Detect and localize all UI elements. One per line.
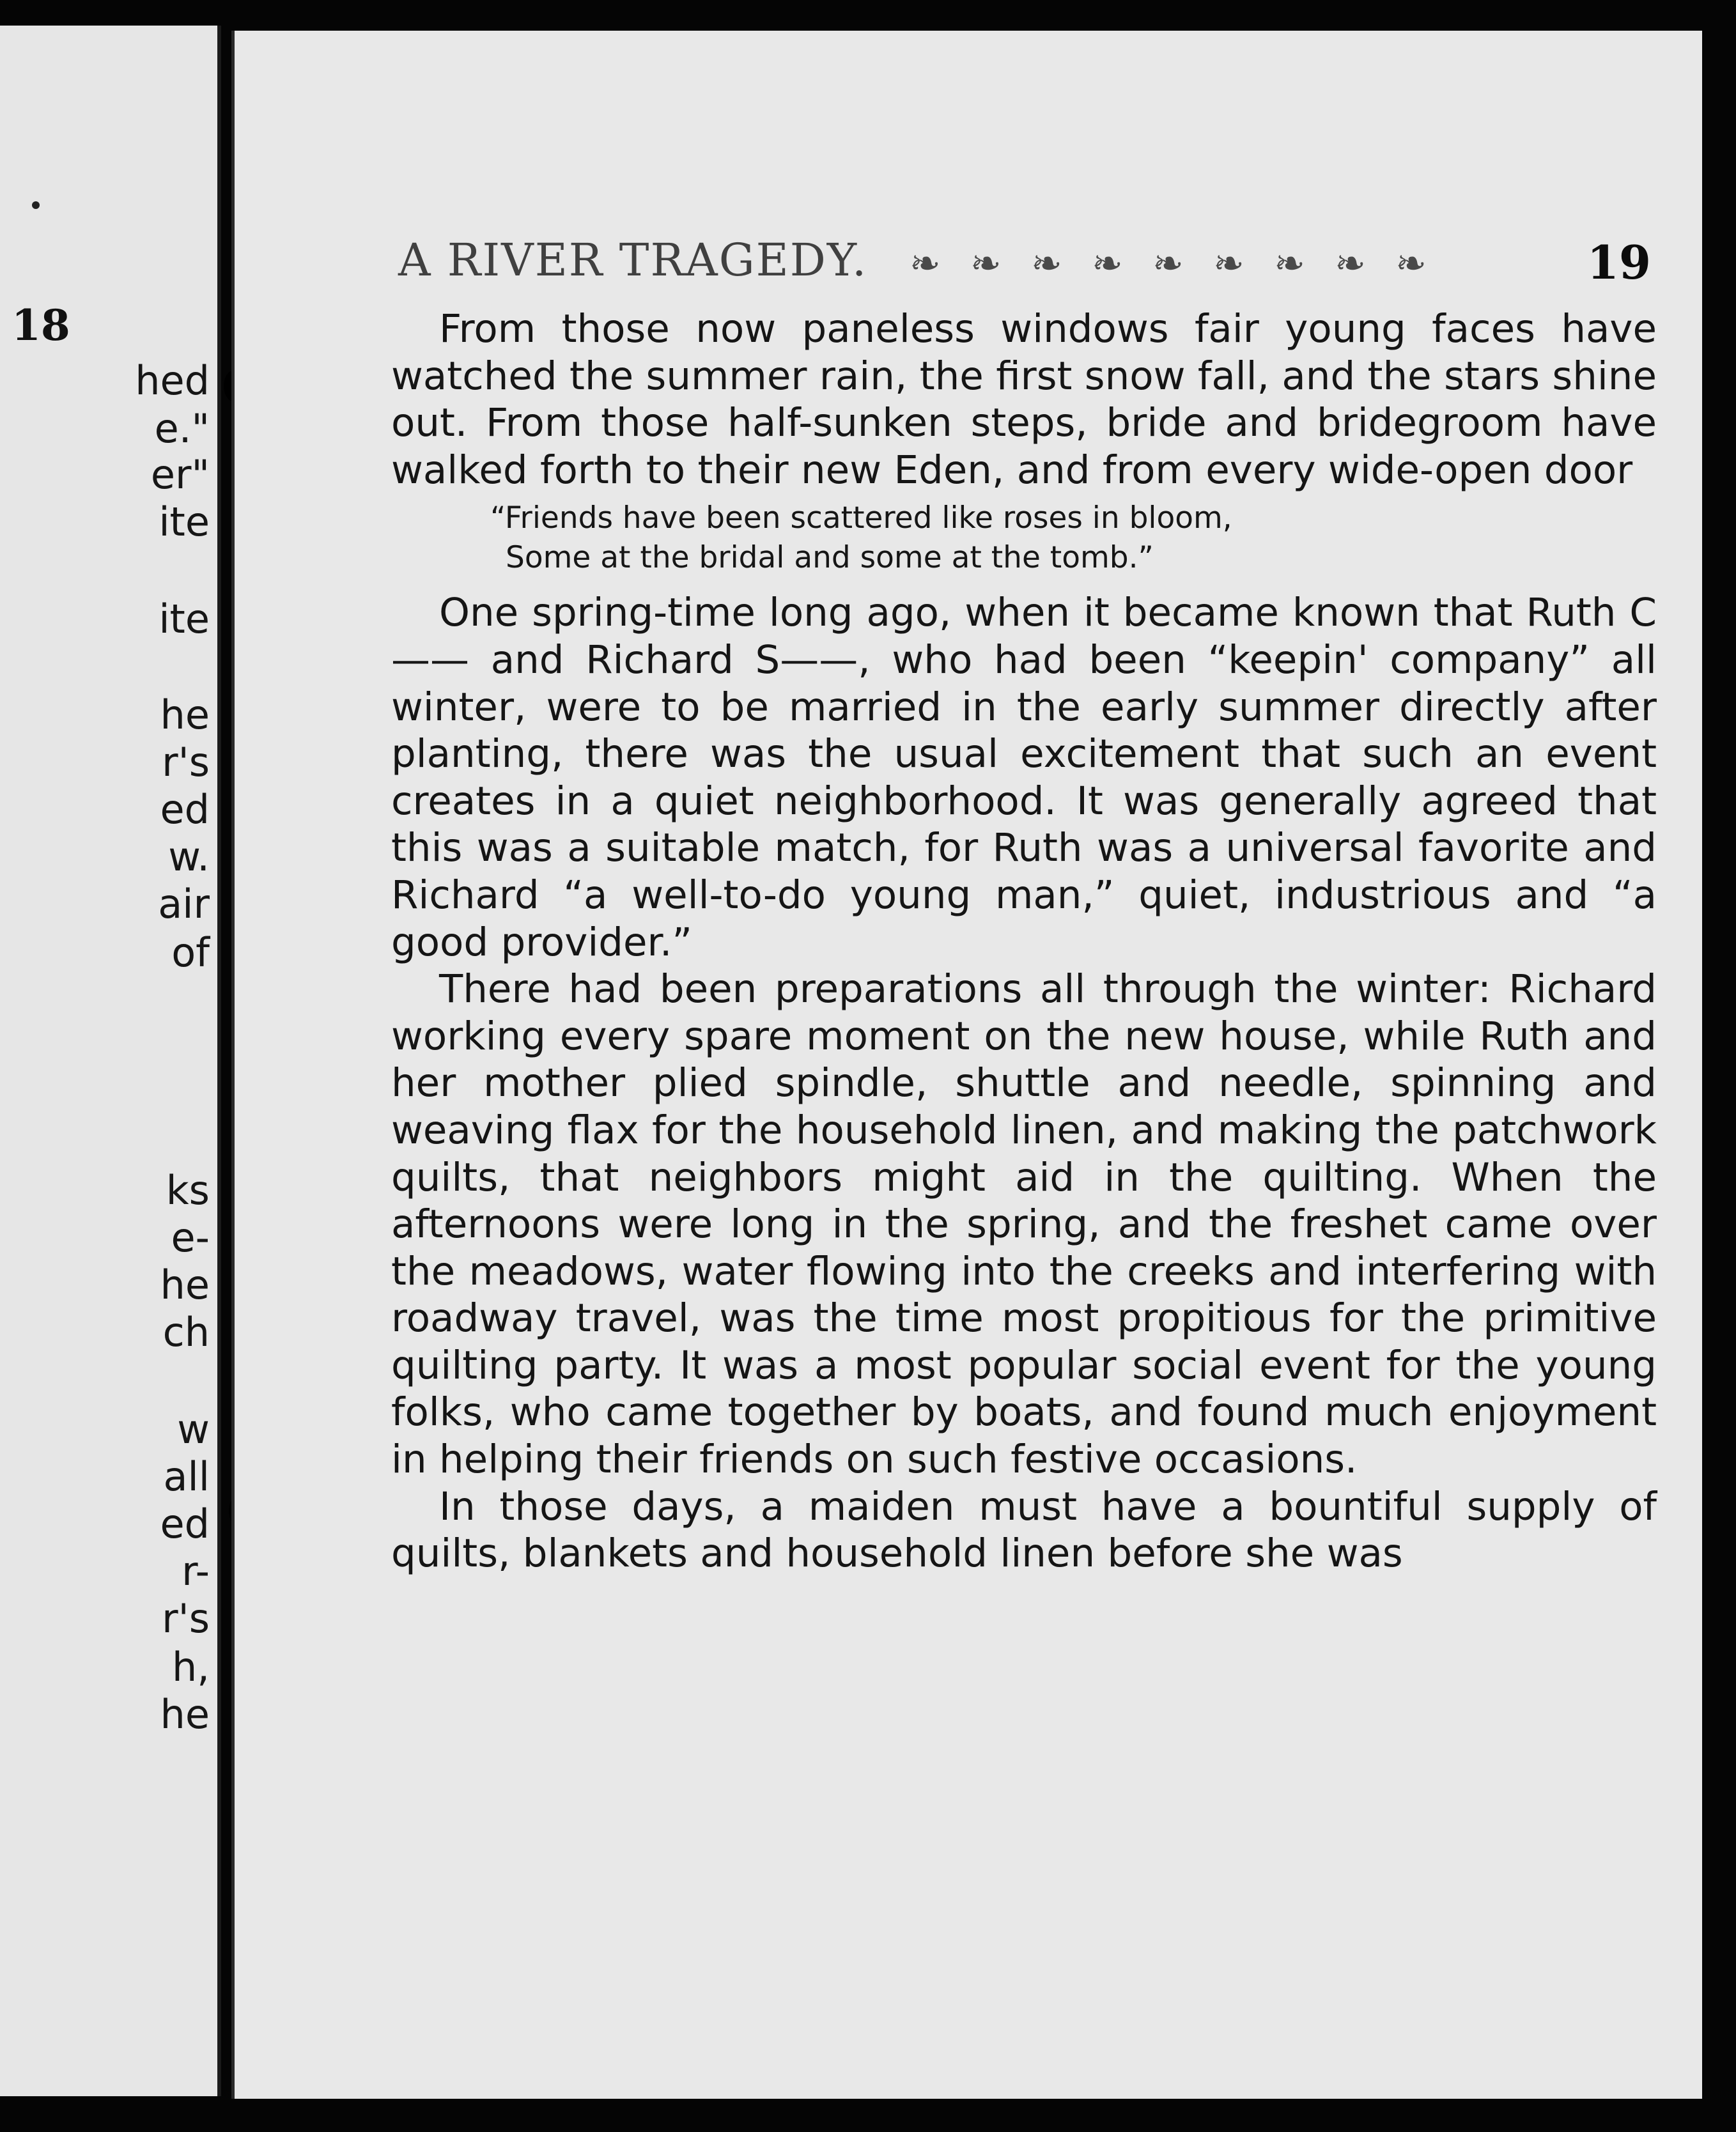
left-page-fragment: air xyxy=(158,881,210,927)
left-page-fragment: ch xyxy=(162,1309,210,1356)
page-number: 19 xyxy=(1586,235,1651,290)
left-page-number: 18 xyxy=(12,300,70,350)
book-page xyxy=(231,31,1702,2099)
left-page-fragment: ed xyxy=(160,786,210,833)
left-page-fragment: w xyxy=(177,1406,210,1453)
running-title: A RIVER TRAGEDY. xyxy=(398,234,868,286)
left-page-fragment: e." xyxy=(154,405,210,452)
left-page-fragment: ks xyxy=(166,1167,210,1214)
body-text xyxy=(391,305,1657,1577)
left-page-fragment: he xyxy=(160,691,210,738)
paragraph: One spring-time long ago, when it became known that Ruth C—— and Richard S——, who had been “keepin' company” all winter, were to be married in the early summer directly after planting, there was the usual excitement that such an event creates in a quiet neighborhood. It was generally agreed that this was a suitable match, for Ruth was a universal favorite and Richard “a well-to-do young man,” quiet, industrious and “a good provider.” xyxy=(391,590,1657,965)
left-page-fragment: w. xyxy=(168,833,210,880)
left-page-fragment: of xyxy=(171,929,210,976)
left-page-fragment: r- xyxy=(182,1548,210,1595)
verse-line: Some at the bridal and some at the tomb.” xyxy=(506,540,1154,576)
paragraph: In those days, a maiden must have a bountiful supply of quilts, blankets and household linen before she was xyxy=(391,1483,1657,1577)
left-facing-page xyxy=(0,26,221,2096)
left-page-fragment: he xyxy=(160,1691,210,1738)
paragraph: There had been preparations all through the winter: Richard working every spare moment on the new house, while Ruth and her mother plied spindle, shuttle and needle, spinning and weaving flax for the household linen, and making the patchwork quilts, that neighbors might aid in the quilting. When the afternoons were long in the spring, and the freshet came over the meadows, water flowing into the creeks and interfering with roadway travel, was the time most propitious for the primitive quilting party. It was a most popular social event for the young folks, who came together by boats, and found much enjoyment in helping their friends on such festive occasions. xyxy=(391,966,1657,1483)
left-page-fragment: h, xyxy=(171,1644,210,1690)
page-header xyxy=(398,222,1651,305)
left-page-fragment: e- xyxy=(171,1214,210,1261)
paragraph: From those now paneless windows fair young faces have watched the summer rain, the first snow fall, and the stars shine out. From those half-sunken steps, bride and bridegroom have walked forth to their new Eden, and from every wide-open door xyxy=(391,306,1657,493)
left-page-fragment: all xyxy=(163,1453,210,1500)
verse-quotation xyxy=(490,498,1321,578)
left-page-mark xyxy=(32,201,40,209)
left-page-fragment: r's xyxy=(162,739,210,785)
left-page-fragment: ed xyxy=(160,1501,210,1547)
left-page-fragment: r's xyxy=(162,1595,210,1642)
left-page-fragment: ite xyxy=(159,596,210,642)
fleuron-ornaments: ❧ ❧ ❧ ❧ ❧ ❧ ❧ ❧ ❧ xyxy=(910,242,1436,285)
left-page-fragment: er" xyxy=(150,451,210,498)
left-page-fragment: hed xyxy=(135,357,210,404)
left-page-fragment: he xyxy=(160,1262,210,1308)
left-page-fragment: ite xyxy=(159,498,210,545)
verse-line: “Friends have been scattered like roses in bloom, xyxy=(490,500,1232,536)
